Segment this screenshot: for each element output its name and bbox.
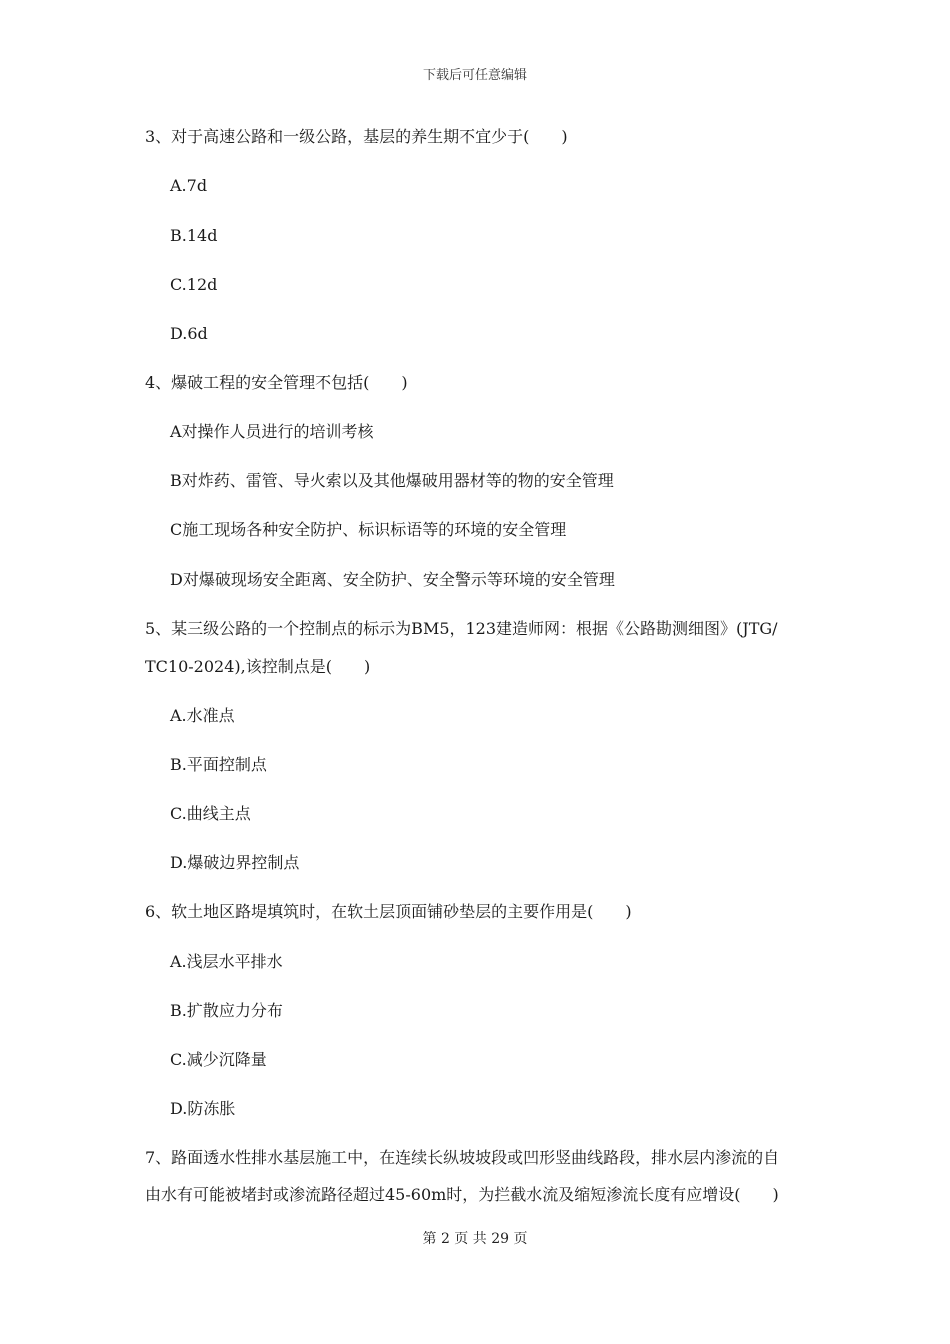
question-3-stem: 3、对于高速公路和一级公路，基层的养生期不宜少于( ) xyxy=(145,127,568,146)
question-6-option-a: A.浅层水平排水 xyxy=(170,952,283,971)
question-4-stem: 4、爆破工程的安全管理不包括( ) xyxy=(145,373,408,392)
question-3-option-a: A.7d xyxy=(170,176,208,195)
question-6-option-b: B.扩散应力分布 xyxy=(170,1001,283,1020)
question-5-option-c: C.曲线主点 xyxy=(170,804,251,823)
question-3-option-c: C.12d xyxy=(170,275,218,294)
question-5-option-b: B.平面控制点 xyxy=(170,755,267,774)
page-header: 下载后可任意编辑 xyxy=(422,68,527,83)
question-4-option-b: B对炸药、雷管、导火索以及其他爆破用器材等的物的安全管理 xyxy=(170,471,614,490)
question-6-stem: 6、软土地区路堤填筑时，在软土层顶面铺砂垫层的主要作用是( ) xyxy=(145,902,632,921)
question-7-stem-continued: 由水有可能被堵封或渗流路径超过45-60m时，为拦截水流及缩短渗流长度有应增设( ) xyxy=(145,1185,779,1204)
question-5-option-a: A.水准点 xyxy=(170,706,235,725)
question-3-option-d: D.6d xyxy=(170,324,208,343)
question-5-stem-continued: TC10-2024),该控制点是( ) xyxy=(145,657,371,676)
question-4-option-d: D对爆破现场安全距离、安全防护、安全警示等环境的安全管理 xyxy=(170,570,615,589)
question-5-stem: 5、某三级公路的一个控制点的标示为BM5，123建造师网：根据《公路勘测细图》(JTG/ xyxy=(145,619,778,638)
question-5-option-d: D.爆破边界控制点 xyxy=(170,853,300,872)
question-4-option-c: C施工现场各种安全防护、标识标语等的环境的安全管理 xyxy=(170,520,567,539)
page-footer: 第 2 页 共 29 页 xyxy=(422,1231,528,1247)
question-6-option-d: D.防冻胀 xyxy=(170,1099,236,1118)
question-3-option-b: B.14d xyxy=(170,226,218,245)
question-4-option-a: A对操作人员进行的培训考核 xyxy=(170,422,374,441)
question-7-stem: 7、路面透水性排水基层施工中，在连续长纵坡坡段或凹形竖曲线路段，排水层内渗流的自 xyxy=(145,1148,780,1167)
question-6-option-c: C.减少沉降量 xyxy=(170,1050,267,1069)
